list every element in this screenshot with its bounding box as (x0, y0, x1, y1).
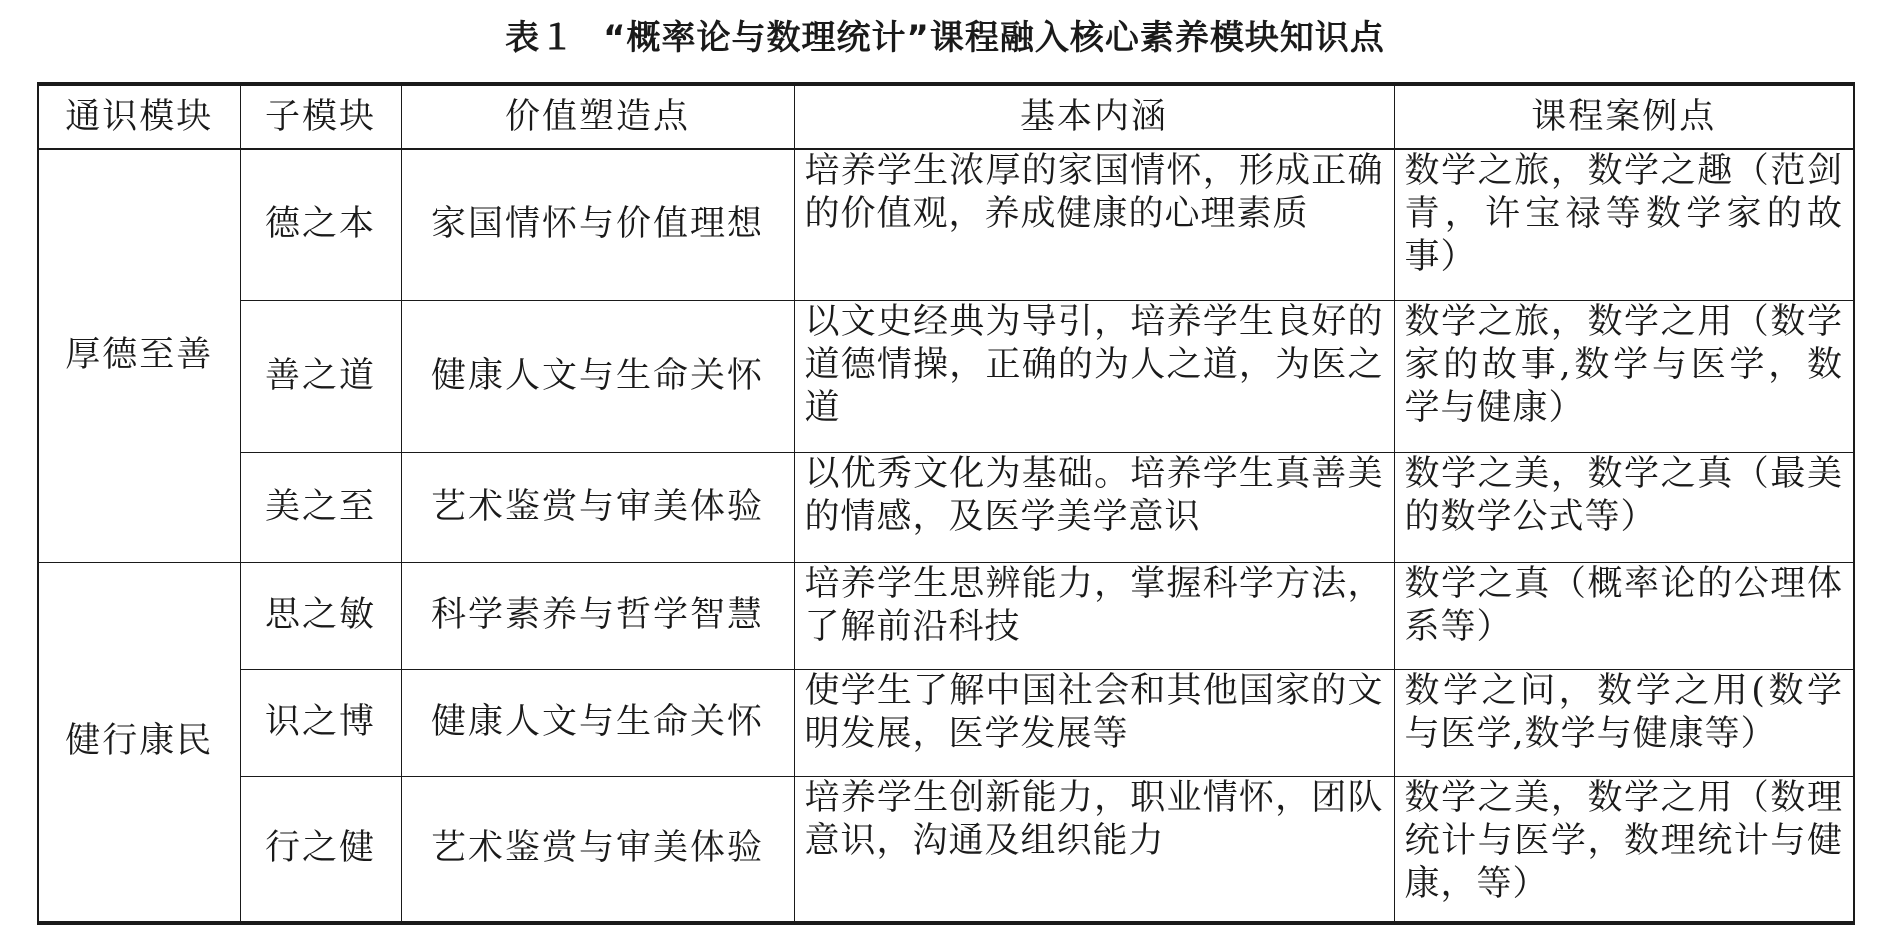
knowledge-points-table (37, 82, 1855, 925)
header-value-point: 价值塑造点 (401, 84, 794, 149)
table-row (38, 776, 1854, 923)
header-row (38, 84, 1854, 149)
submodule-cell: 德之本 (240, 149, 401, 300)
value-point-cell: 健康人文与生命关怀 (401, 300, 794, 452)
header-cases: 课程案例点 (1394, 84, 1854, 149)
table-row (38, 669, 1854, 776)
cases-cell: 数学之旅，数学之趣（范剑青，许宝禄等数学家的故事） (1394, 149, 1854, 300)
header-module: 通识模块 (38, 84, 240, 149)
meaning-cell: 培养学生创新能力，职业情怀，团队意识，沟通及组织能力 (794, 776, 1394, 923)
table-row (38, 149, 1854, 300)
meaning-cell: 培养学生浓厚的家国情怀，形成正确的价值观，养成健康的心理素质 (794, 149, 1394, 300)
meaning-cell: 培养学生思辨能力，掌握科学方法，了解前沿科技 (794, 562, 1394, 669)
value-point-cell: 艺术鉴赏与审美体验 (401, 776, 794, 923)
value-point-cell: 健康人文与生命关怀 (401, 669, 794, 776)
cases-cell: 数学之美，数学之用（数理统计与医学，数理统计与健康，等） (1394, 776, 1854, 923)
submodule-cell: 美之至 (240, 452, 401, 562)
module-cell: 厚德至善 (38, 149, 240, 562)
submodule-cell: 行之健 (240, 776, 401, 923)
table-row (38, 300, 1854, 452)
module-cell: 健行康民 (38, 562, 240, 923)
meaning-cell: 以文史经典为导引，培养学生良好的道德情操，正确的为人之道，为医之道 (794, 300, 1394, 452)
submodule-cell: 善之道 (240, 300, 401, 452)
cases-cell: 数学之旅，数学之用（数学家的故事,数学与医学，数学与健康） (1394, 300, 1854, 452)
submodule-cell: 识之博 (240, 669, 401, 776)
cases-cell: 数学之美，数学之真（最美的数学公式等） (1394, 452, 1854, 562)
value-point-cell: 艺术鉴赏与审美体验 (401, 452, 794, 562)
meaning-cell: 以优秀文化为基础。培养学生真善美的情感，及医学美学意识 (794, 452, 1394, 562)
table-caption (0, 14, 1890, 62)
meaning-cell: 使学生了解中国社会和其他国家的文明发展，医学发展等 (794, 669, 1394, 776)
cases-cell: 数学之问，数学之用(数学与医学,数学与健康等） (1394, 669, 1854, 776)
table-row (38, 562, 1854, 669)
value-point-cell: 科学素养与哲学智慧 (401, 562, 794, 669)
cases-cell: 数学之真（概率论的公理体系等） (1394, 562, 1854, 669)
submodule-cell: 思之敏 (240, 562, 401, 669)
value-point-cell: 家国情怀与价值理想 (401, 149, 794, 300)
table-number: 表１ (505, 18, 576, 58)
header-meaning: 基本内涵 (794, 84, 1394, 149)
header-submodule: 子模块 (240, 84, 401, 149)
table-title: “概率论与数理统计”课程融入核心素养模块知识点 (603, 18, 1385, 58)
table-row (38, 452, 1854, 562)
